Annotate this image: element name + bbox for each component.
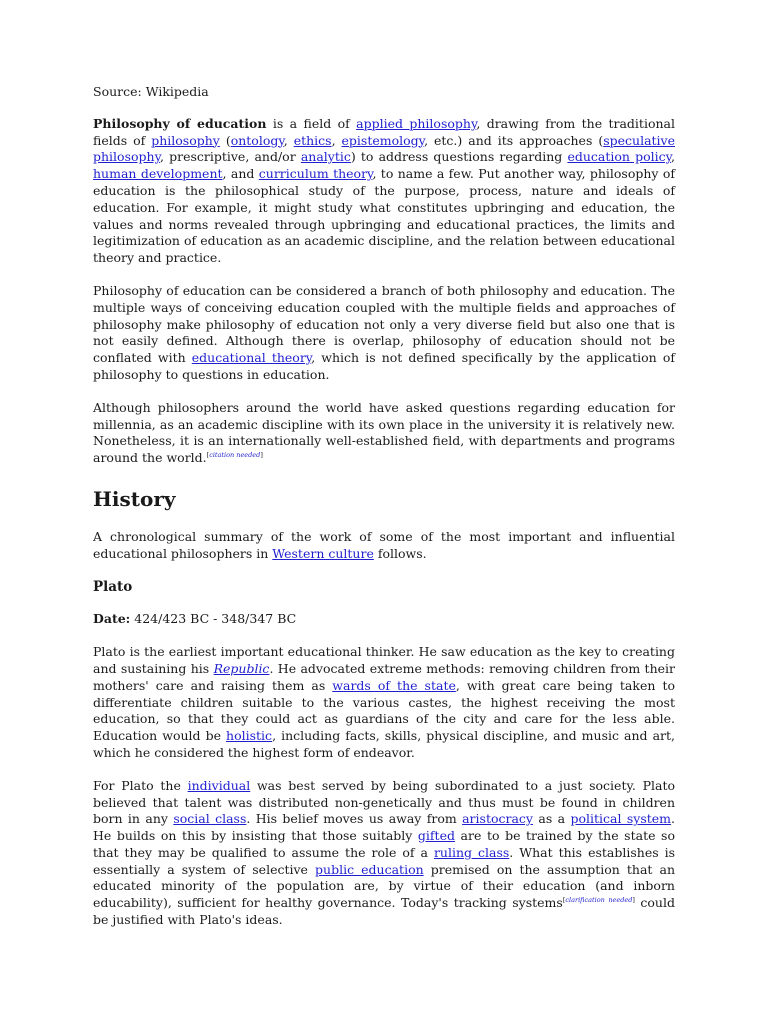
link-citation-needed[interactable]: citation needed bbox=[209, 451, 261, 460]
text: , including facts, skills, physical discipline, and music and art, which he considered the highest form of endeavor. bbox=[93, 728, 675, 760]
text: are to be trained by the state so that they may be qualified to assume the role of a bbox=[93, 828, 675, 860]
link-philosophy[interactable]: philosophy bbox=[151, 132, 220, 148]
paragraph-plato-1 bbox=[93, 644, 675, 762]
text: as a bbox=[533, 811, 571, 827]
text: , bbox=[671, 149, 675, 165]
heading-history: History bbox=[93, 486, 176, 511]
clarification-needed-note bbox=[563, 896, 635, 904]
link-ruling-class[interactable]: ruling class bbox=[433, 844, 510, 860]
paragraph-branch bbox=[93, 283, 675, 384]
link-analytic[interactable]: analytic bbox=[300, 149, 351, 165]
text: , with great care being taken to differentiate children suitable to the various castes, the highest receiving the most education, so that they could act as guardians of the city and care for the less able. Education would be bbox=[93, 677, 675, 744]
link-gifted[interactable]: gifted bbox=[417, 828, 455, 844]
link-clarification-needed[interactable]: clarification needed bbox=[565, 896, 633, 905]
text: could be justified with Plato's ideas. bbox=[93, 895, 675, 928]
link-education-policy[interactable]: education policy bbox=[567, 149, 672, 165]
link-social-class[interactable]: social class bbox=[173, 811, 247, 827]
paragraph-plato-2 bbox=[93, 778, 675, 929]
link-public-education[interactable]: public education bbox=[315, 861, 424, 877]
text: . He advocated extreme methods: removing children from their mothers' care and raising them as bbox=[93, 660, 676, 693]
link-applied-philosophy[interactable]: applied philosophy bbox=[356, 115, 477, 131]
text: follows. bbox=[373, 545, 427, 561]
bracket: [ bbox=[562, 896, 566, 905]
link-republic[interactable]: Republic bbox=[213, 660, 270, 676]
bracket: ] bbox=[632, 896, 635, 905]
plato-date bbox=[93, 611, 675, 628]
text: , bbox=[331, 132, 342, 148]
text: . He builds on this by insisting that those suitably bbox=[93, 811, 675, 844]
text: . His belief moves us away from bbox=[246, 811, 463, 827]
link-educational-theory[interactable]: educational theory bbox=[191, 350, 312, 366]
source-line: Source: Wikipedia bbox=[93, 84, 209, 99]
link-human-development[interactable]: human development bbox=[93, 166, 223, 182]
text: For Plato the bbox=[93, 777, 188, 793]
intro-paragraph bbox=[93, 116, 675, 267]
link-curriculum-theory[interactable]: curriculum theory bbox=[258, 166, 373, 182]
document-page bbox=[93, 84, 675, 929]
text: Philosophy of education can be considered a branch of both philosophy and education. The multiple ways of conceiving education coupled with the multiple fields and approaches of philosophy make philosophy of education not only a very diverse field but also one that is not easily defined. Although there is overlap, philosophy of education should not be conflated with bbox=[93, 282, 675, 366]
bracket: [ bbox=[206, 451, 210, 460]
link-speculative-philosophy[interactable]: speculative philosophy bbox=[93, 132, 675, 165]
text: A chronological summary of the work of some of the most important and influential educational philosophers in bbox=[93, 528, 675, 561]
text: , and bbox=[222, 166, 259, 182]
text: was best served by being subordinated to a just society. Plato believed that talent was distributed non-genetically and thus must be found in children born in any bbox=[93, 777, 675, 827]
text: Although philosophers around the world have asked questions regarding education for millennia, as an academic discipline with its own place in the university it is relatively new. Nonetheless, it is an internationally well-established field, with departments and programs around the world. bbox=[93, 399, 675, 466]
link-aristocracy[interactable]: aristocracy bbox=[462, 811, 533, 827]
text: , bbox=[283, 132, 294, 148]
link-western-culture[interactable]: Western culture bbox=[272, 545, 374, 561]
text: premised on the assumption that an educated minority of the population are, by virtue of their education (and inborn educability), sufficient for healthy governance. Today's tracking systems bbox=[93, 861, 676, 911]
term-bold: Philosophy of education bbox=[93, 115, 267, 131]
bracket: ] bbox=[260, 451, 263, 460]
citation-needed-note bbox=[207, 451, 263, 459]
link-wards-of-the-state[interactable]: wards of the state bbox=[332, 677, 456, 693]
link-ontology[interactable]: ontology bbox=[230, 132, 284, 148]
text: Plato is the earliest important educational thinker. He saw education as the key to creating and sustaining his bbox=[93, 644, 675, 676]
text: , etc.) and its approaches ( bbox=[424, 132, 604, 148]
text: ) to address questions regarding bbox=[350, 149, 568, 165]
text: , prescriptive, and/or bbox=[159, 149, 301, 165]
link-political-system[interactable]: political system bbox=[570, 811, 672, 827]
date-label: Date: bbox=[93, 611, 131, 627]
text: , drawing from the traditional fields of bbox=[93, 115, 675, 148]
date-value: 424/423 BC - 348/347 BC bbox=[130, 611, 297, 627]
heading-plato: Plato bbox=[93, 578, 133, 595]
text: , to name a few. Put another way, philosophy of education is the philosophical study of the purpose, process, nature and ideals of education. For example, it might study what constitutes upbringing and education, the values and norms revealed through upbringing and educational practices, the limits and legitimization of education as an academic discipline, and the relation between educational theory and practice. bbox=[93, 166, 675, 266]
text: ( bbox=[219, 132, 231, 148]
link-ethics[interactable]: ethics bbox=[293, 132, 332, 148]
paragraph-academic bbox=[93, 400, 675, 467]
text: . What this establishes is essentially a system of selective bbox=[93, 844, 676, 877]
link-individual[interactable]: individual bbox=[187, 777, 251, 793]
link-epistemology[interactable]: epistemology bbox=[341, 132, 425, 148]
text: , which is not defined specifically by the application of philosophy to questions in education. bbox=[93, 350, 675, 382]
paragraph-history bbox=[93, 529, 675, 563]
link-holistic[interactable]: holistic bbox=[226, 728, 273, 744]
text: is a field of bbox=[266, 115, 357, 131]
